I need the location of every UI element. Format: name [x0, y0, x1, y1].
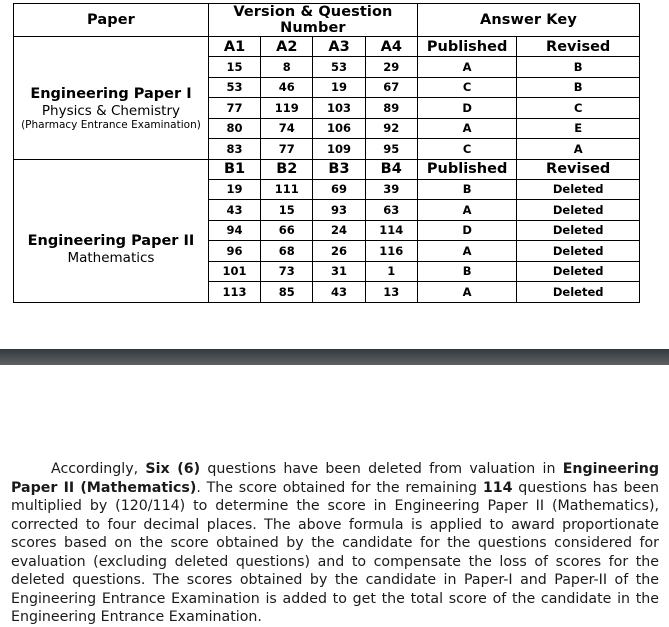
cell-published: D — [417, 220, 516, 241]
paragraph-text-4: questions has been multiplied by (120/114) to determine the score in Engineering Paper II (Mathematics), corrected to four decimal places. The above formula is applied to award proportionate scores based on the score obtained by the candidate for the questions considered for evaluation (excluding deleted questions) and to compensate the loss of scores for the deleted questions. The scores obtained by the candidate in Paper-I and Paper-II of the Engineering Entrance Examination is added to get the total score of the candidate in the Engineering Entrance Examination. — [11, 479, 659, 626]
cell-a4: 92 — [365, 118, 417, 139]
cell-b2: 68 — [261, 241, 313, 262]
table-header-row — [14, 4, 640, 37]
col-header-b4: B4 — [365, 159, 417, 179]
cell-a1: 53 — [208, 77, 260, 98]
cell-b2: 85 — [261, 282, 313, 303]
cell-published: B — [417, 179, 516, 200]
cell-b2: 111 — [261, 179, 313, 200]
cell-revised: Deleted — [517, 179, 640, 200]
cell-b1: 19 — [208, 179, 260, 200]
cell-a4: 67 — [365, 77, 417, 98]
cell-a3: 106 — [313, 118, 365, 139]
cell-a4: 29 — [365, 57, 417, 78]
cell-b2: 15 — [261, 200, 313, 221]
col-header-a1: A1 — [208, 37, 260, 57]
col-header-answer-key: Answer Key — [417, 4, 639, 37]
cell-revised: A — [517, 139, 640, 160]
cell-b3: 43 — [313, 282, 365, 303]
cell-published: A — [417, 57, 516, 78]
col-header-a4: A4 — [365, 37, 417, 57]
paragraph-text-3: . The score obtained for the remaining — [196, 479, 483, 496]
cell-published: A — [417, 200, 516, 221]
cell-b3: 31 — [313, 261, 365, 282]
cell-b4: 116 — [365, 241, 417, 262]
cell-published: A — [417, 282, 516, 303]
paper-note: (Pharmacy Entrance Examination) — [21, 119, 201, 132]
cell-published: C — [417, 139, 516, 160]
cell-published: D — [417, 98, 516, 119]
paper-subtitle: Mathematics — [67, 249, 155, 266]
cell-a2: 8 — [261, 57, 313, 78]
cell-revised: C — [517, 98, 640, 119]
paper-cell-engineering-paper-i — [14, 37, 209, 160]
answer-key-table — [13, 3, 640, 303]
col-header-paper: Paper — [14, 4, 209, 37]
cell-revised: Deleted — [517, 241, 640, 262]
paragraph-text-1: Accordingly, — [51, 461, 146, 478]
col-header-a2: A2 — [261, 37, 313, 57]
cell-a2: 77 — [261, 139, 313, 160]
cell-a2: 119 — [261, 98, 313, 119]
col-header-version-question: Version & Question Number — [208, 4, 417, 37]
col-header-a3: A3 — [313, 37, 365, 57]
col-header-b3: B3 — [313, 159, 365, 179]
cell-b3: 26 — [313, 241, 365, 262]
cell-b1: 43 — [208, 200, 260, 221]
cell-b1: 101 — [208, 261, 260, 282]
cell-b4: 13 — [365, 282, 417, 303]
explanatory-paragraph — [11, 460, 659, 627]
cell-revised: Deleted — [517, 200, 640, 221]
cell-a3: 19 — [313, 77, 365, 98]
cell-b4: 114 — [365, 220, 417, 241]
paragraph-bold-paper-ii: Engineering Paper II (Mathematics) — [11, 461, 659, 496]
cell-b3: 93 — [313, 200, 365, 221]
paper-title: Engineering Paper II — [27, 232, 195, 249]
cell-revised: Deleted — [517, 220, 640, 241]
cell-published: C — [417, 77, 516, 98]
section-subheader-row — [14, 37, 640, 57]
cell-a4: 95 — [365, 139, 417, 160]
cell-b4: 39 — [365, 179, 417, 200]
col-header-revised: Revised — [517, 159, 640, 179]
paper-subtitle: Physics & Chemistry — [41, 103, 180, 120]
cell-b3: 24 — [313, 220, 365, 241]
col-header-revised: Revised — [517, 37, 640, 57]
cell-a1: 80 — [208, 118, 260, 139]
col-header-b1: B1 — [208, 159, 260, 179]
col-header-published: Published — [417, 37, 516, 57]
cell-published: A — [417, 118, 516, 139]
section-subheader-row — [14, 159, 640, 179]
cell-revised: Deleted — [517, 282, 640, 303]
cell-b2: 66 — [261, 220, 313, 241]
cell-b1: 113 — [208, 282, 260, 303]
cell-published: A — [417, 241, 516, 262]
cell-revised: Deleted — [517, 261, 640, 282]
cell-a2: 74 — [261, 118, 313, 139]
cell-b1: 94 — [208, 220, 260, 241]
cell-revised: B — [517, 57, 640, 78]
paragraph-bold-114: 114 — [482, 479, 513, 496]
cell-published: B — [417, 261, 516, 282]
cell-a4: 89 — [365, 98, 417, 119]
cell-a3: 109 — [313, 139, 365, 160]
cell-revised: E — [517, 118, 640, 139]
page-separator-band — [0, 349, 669, 365]
cell-revised: B — [517, 77, 640, 98]
paper-cell-engineering-paper-ii — [14, 159, 209, 302]
paragraph-bold-six: Six (6) — [145, 461, 201, 478]
cell-a1: 15 — [208, 57, 260, 78]
col-header-published: Published — [417, 159, 516, 179]
cell-b3: 69 — [313, 179, 365, 200]
cell-a1: 83 — [208, 139, 260, 160]
cell-a3: 103 — [313, 98, 365, 119]
cell-b4: 1 — [365, 261, 417, 282]
cell-b1: 96 — [208, 241, 260, 262]
cell-a2: 46 — [261, 77, 313, 98]
cell-b2: 73 — [261, 261, 313, 282]
cell-b4: 63 — [365, 200, 417, 221]
cell-a3: 53 — [313, 57, 365, 78]
paper-title: Engineering Paper I — [30, 85, 192, 102]
paragraph-text-2: questions have been deleted from valuation in — [200, 461, 563, 478]
cell-a1: 77 — [208, 98, 260, 119]
col-header-b2: B2 — [261, 159, 313, 179]
